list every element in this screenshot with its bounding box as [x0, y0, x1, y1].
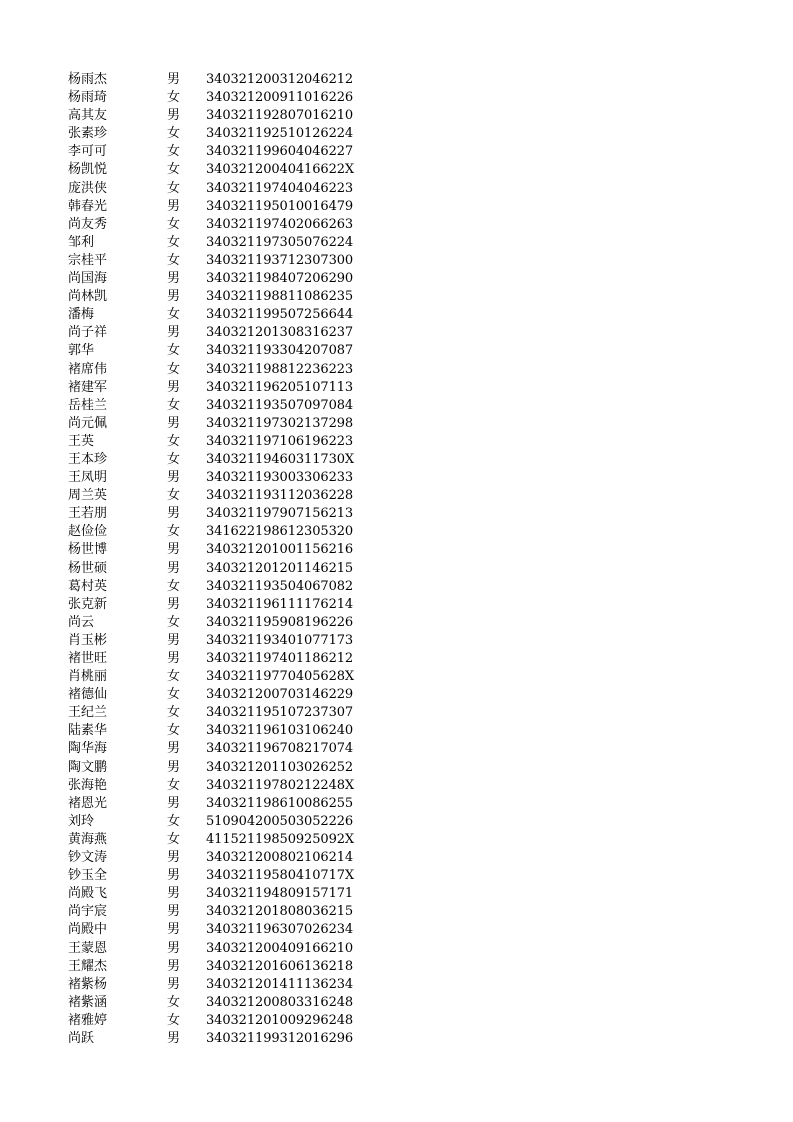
gender-cell: 女	[167, 777, 181, 793]
table-row	[0, 849, 793, 867]
table-row	[0, 921, 793, 939]
name-cell: 邹利	[68, 234, 95, 250]
id-number-cell: 340321201001156216	[206, 542, 354, 558]
gender-cell: 女	[167, 1012, 181, 1028]
table-row	[0, 71, 793, 89]
table-row	[0, 704, 793, 722]
gender-cell: 女	[167, 687, 181, 703]
gender-cell: 男	[167, 868, 181, 884]
name-cell: 周兰英	[68, 488, 108, 504]
id-number-cell: 340321201103026252	[206, 759, 354, 775]
id-number-cell: 340321193401077173	[206, 632, 354, 648]
table-row	[0, 686, 793, 704]
gender-cell: 女	[167, 180, 181, 196]
id-number-cell: 340321197907156213	[206, 506, 354, 522]
name-cell: 高其友	[68, 108, 108, 124]
gender-cell: 男	[167, 958, 181, 974]
table-row	[0, 433, 793, 451]
id-number-cell: 340321193507097084	[206, 397, 354, 413]
id-number-cell: 340321197305076224	[206, 234, 354, 250]
table-row	[0, 143, 793, 161]
id-number-cell: 340321198812236223	[206, 361, 354, 377]
name-cell: 钞文涛	[68, 850, 108, 866]
table-row	[0, 451, 793, 469]
gender-cell: 男	[167, 289, 181, 305]
name-cell: 肖玉彬	[68, 632, 108, 648]
id-number-cell: 340321193712307300	[206, 252, 354, 268]
gender-cell: 男	[167, 651, 181, 666]
id-number-cell: 340321194809157171	[206, 886, 354, 902]
name-cell: 刘玲	[68, 813, 95, 829]
table-row	[0, 759, 793, 777]
id-number-cell: 340321192510126224	[206, 126, 354, 142]
table-row	[0, 324, 793, 342]
gender-cell: 女	[167, 397, 181, 413]
gender-cell: 女	[167, 307, 181, 323]
gender-cell: 男	[167, 542, 181, 558]
gender-cell: 男	[167, 506, 181, 522]
table-row	[0, 795, 793, 813]
name-cell: 张克新	[68, 596, 108, 612]
name-cell: 张海艳	[68, 777, 108, 793]
id-number-cell: 34032119780212248X	[206, 777, 355, 793]
table-row	[0, 306, 793, 324]
table-row	[0, 1012, 793, 1030]
id-number-cell: 340321199507256644	[206, 307, 354, 323]
table-row	[0, 976, 793, 994]
id-number-cell: 340321198811086235	[206, 289, 354, 305]
name-cell: 宗桂平	[68, 252, 108, 268]
table-row	[0, 523, 793, 541]
id-number-cell: 340321199312016296	[206, 1030, 354, 1046]
table-row	[0, 668, 793, 686]
name-cell: 尚殿飞	[68, 886, 108, 902]
name-cell: 钞玉全	[68, 868, 108, 884]
name-cell: 岳桂兰	[68, 397, 108, 413]
id-number-cell: 340321201606136218	[206, 958, 354, 974]
id-number-cell: 340321195908196226	[206, 614, 354, 630]
gender-cell: 女	[167, 524, 181, 540]
gender-cell: 女	[167, 252, 181, 268]
id-number-cell: 340321200911016226	[206, 90, 354, 106]
spreadsheet-page	[0, 71, 793, 1048]
id-number-cell: 34032120040416622X	[206, 162, 355, 178]
name-cell: 王英	[68, 433, 95, 449]
gender-cell: 男	[167, 795, 181, 811]
name-cell: 褚雅婷	[68, 1012, 108, 1028]
table-row	[0, 361, 793, 379]
id-number-cell: 340321196103106240	[206, 723, 354, 739]
name-cell: 褚恩光	[68, 795, 108, 811]
name-cell: 尚子祥	[68, 325, 108, 341]
name-cell: 尚殿中	[68, 922, 108, 938]
name-cell: 尚云	[68, 614, 95, 630]
table-row	[0, 541, 793, 559]
table-row	[0, 885, 793, 903]
name-cell: 褚德仙	[68, 687, 108, 703]
id-number-cell: 340321196205107113	[206, 379, 354, 395]
id-number-cell: 340321201201146215	[206, 560, 354, 576]
gender-cell: 男	[167, 741, 181, 757]
name-cell: 葛村英	[68, 578, 108, 594]
id-number-cell: 340321200703146229	[206, 687, 354, 703]
id-number-cell: 340321193003306233	[206, 470, 354, 486]
id-number-cell: 340321196307026234	[206, 922, 354, 938]
gender-cell: 男	[167, 976, 181, 992]
id-number-cell: 41152119850925092X	[206, 831, 355, 847]
name-cell: 杨雨杰	[68, 72, 108, 87]
table-row	[0, 397, 793, 415]
table-row	[0, 614, 793, 632]
id-number-cell: 34032119770405628X	[206, 669, 355, 685]
name-cell: 褚紫涵	[68, 994, 108, 1010]
name-cell: 赵俭俭	[68, 524, 108, 540]
name-cell: 尚跃	[68, 1030, 95, 1046]
table-row	[0, 379, 793, 397]
gender-cell: 女	[167, 831, 181, 847]
name-cell: 杨世硕	[68, 560, 108, 576]
gender-cell: 男	[167, 1030, 181, 1046]
name-cell: 陆素华	[68, 723, 108, 739]
table-row	[0, 107, 793, 125]
id-number-cell: 340321192807016210	[206, 108, 354, 124]
table-row	[0, 342, 793, 360]
gender-cell: 女	[167, 433, 181, 449]
id-number-cell: 340321197402066263	[206, 216, 354, 232]
table-row	[0, 740, 793, 758]
id-number-cell: 340321200409166210	[206, 940, 354, 956]
gender-cell: 男	[167, 379, 181, 395]
id-number-cell: 340321196708217074	[206, 741, 354, 757]
gender-cell: 男	[167, 922, 181, 938]
gender-cell: 男	[167, 940, 181, 956]
id-number-cell: 340321196111176214	[206, 596, 354, 612]
table-row	[0, 234, 793, 252]
gender-cell: 女	[167, 343, 181, 359]
gender-cell: 男	[167, 325, 181, 341]
id-number-cell: 340321200312046212	[206, 72, 354, 87]
gender-cell: 男	[167, 596, 181, 612]
name-cell: 王纪兰	[68, 705, 108, 721]
gender-cell: 男	[167, 632, 181, 648]
name-cell: 庞洪侠	[68, 180, 108, 196]
table-row	[0, 632, 793, 650]
table-row	[0, 180, 793, 198]
gender-cell: 女	[167, 488, 181, 504]
id-number-cell: 340321193304207087	[206, 343, 354, 359]
table-row	[0, 198, 793, 216]
gender-cell: 男	[167, 72, 181, 87]
table-row	[0, 903, 793, 921]
table-row	[0, 161, 793, 179]
table-row	[0, 813, 793, 831]
id-number-cell: 34032119460311730X	[206, 451, 355, 467]
name-cell: 王凤明	[68, 470, 108, 486]
name-cell: 韩春光	[68, 198, 108, 214]
gender-cell: 男	[167, 560, 181, 576]
name-cell: 杨雨琦	[68, 90, 108, 106]
table-row	[0, 415, 793, 433]
gender-cell: 女	[167, 578, 181, 594]
table-row	[0, 722, 793, 740]
gender-cell: 女	[167, 705, 181, 721]
gender-cell: 女	[167, 813, 181, 829]
gender-cell: 女	[167, 234, 181, 250]
gender-cell: 男	[167, 904, 181, 920]
gender-cell: 男	[167, 759, 181, 775]
name-cell: 陶文鹏	[68, 759, 108, 775]
id-number-cell: 340321197302137298	[206, 415, 354, 431]
gender-cell: 女	[167, 669, 181, 685]
name-cell: 郭华	[68, 343, 95, 359]
name-cell: 褚紫杨	[68, 976, 108, 992]
id-number-cell: 510904200503052226	[206, 813, 354, 829]
table-row	[0, 994, 793, 1012]
name-cell: 尚林凯	[68, 289, 108, 305]
name-cell: 王蒙恩	[68, 940, 108, 956]
gender-cell: 女	[167, 451, 181, 467]
table-row	[0, 596, 793, 614]
table-row	[0, 940, 793, 958]
table-row	[0, 650, 793, 668]
name-cell: 王本珍	[68, 451, 108, 467]
id-number-cell: 340321201808036215	[206, 904, 354, 920]
name-cell: 杨凯悦	[68, 162, 108, 178]
table-row	[0, 487, 793, 505]
gender-cell: 女	[167, 144, 181, 160]
gender-cell: 女	[167, 90, 181, 106]
gender-cell: 女	[167, 126, 181, 142]
table-row	[0, 469, 793, 487]
name-cell: 褚世旺	[68, 651, 108, 666]
table-row	[0, 125, 793, 143]
name-cell: 尚元佩	[68, 415, 108, 431]
gender-cell: 男	[167, 415, 181, 431]
table-row	[0, 831, 793, 849]
gender-cell: 女	[167, 216, 181, 232]
name-cell: 杨世博	[68, 542, 108, 558]
table-row	[0, 958, 793, 976]
gender-cell: 男	[167, 850, 181, 866]
name-cell: 褚建军	[68, 379, 108, 395]
id-number-cell: 340321201411136234	[206, 976, 354, 992]
id-number-cell: 340321195107237307	[206, 705, 354, 721]
table-row	[0, 89, 793, 107]
gender-cell: 男	[167, 108, 181, 124]
name-cell: 潘梅	[68, 307, 95, 323]
table-row	[0, 252, 793, 270]
gender-cell: 男	[167, 886, 181, 902]
gender-cell: 女	[167, 361, 181, 377]
gender-cell: 男	[167, 470, 181, 486]
id-number-cell: 340321198610086255	[206, 795, 354, 811]
name-cell: 张素珍	[68, 126, 108, 142]
id-number-cell: 340321197401186212	[206, 651, 354, 666]
name-cell: 尚宇宸	[68, 904, 108, 920]
table-row	[0, 1030, 793, 1048]
table-row	[0, 288, 793, 306]
name-cell: 黄海燕	[68, 831, 108, 847]
table-row	[0, 270, 793, 288]
table-row	[0, 560, 793, 578]
table-row	[0, 505, 793, 523]
gender-cell: 女	[167, 614, 181, 630]
id-number-cell: 340321197404046223	[206, 180, 354, 196]
id-number-cell: 340321198407206290	[206, 271, 354, 287]
name-cell: 褚席伟	[68, 361, 108, 377]
id-number-cell: 34032119580410717X	[206, 868, 355, 884]
id-number-cell: 340321201308316237	[206, 325, 354, 341]
id-number-cell: 341622198612305320	[206, 524, 354, 540]
name-cell: 王耀杰	[68, 958, 108, 974]
gender-cell: 女	[167, 162, 181, 178]
gender-cell: 男	[167, 271, 181, 287]
table-row	[0, 867, 793, 885]
name-cell: 肖桃丽	[68, 669, 108, 685]
id-number-cell: 340321200802106214	[206, 850, 354, 866]
id-number-cell: 340321201009296248	[206, 1012, 354, 1028]
table-row	[0, 216, 793, 234]
name-cell: 尚友秀	[68, 216, 108, 232]
name-cell: 李可可	[68, 144, 108, 160]
gender-cell: 女	[167, 994, 181, 1010]
table-row	[0, 578, 793, 596]
gender-cell: 男	[167, 198, 181, 214]
id-number-cell: 340321197106196223	[206, 433, 354, 449]
id-number-cell: 340321193112036228	[206, 488, 354, 504]
name-cell: 陶华海	[68, 741, 108, 757]
name-cell: 尚国海	[68, 271, 108, 287]
id-number-cell: 340321199604046227	[206, 144, 354, 160]
gender-cell: 女	[167, 723, 181, 739]
name-cell: 王若朋	[68, 506, 108, 522]
id-number-cell: 340321195010016479	[206, 198, 354, 214]
id-number-cell: 340321200803316248	[206, 994, 354, 1010]
id-number-cell: 340321193504067082	[206, 578, 354, 594]
table-row	[0, 777, 793, 795]
